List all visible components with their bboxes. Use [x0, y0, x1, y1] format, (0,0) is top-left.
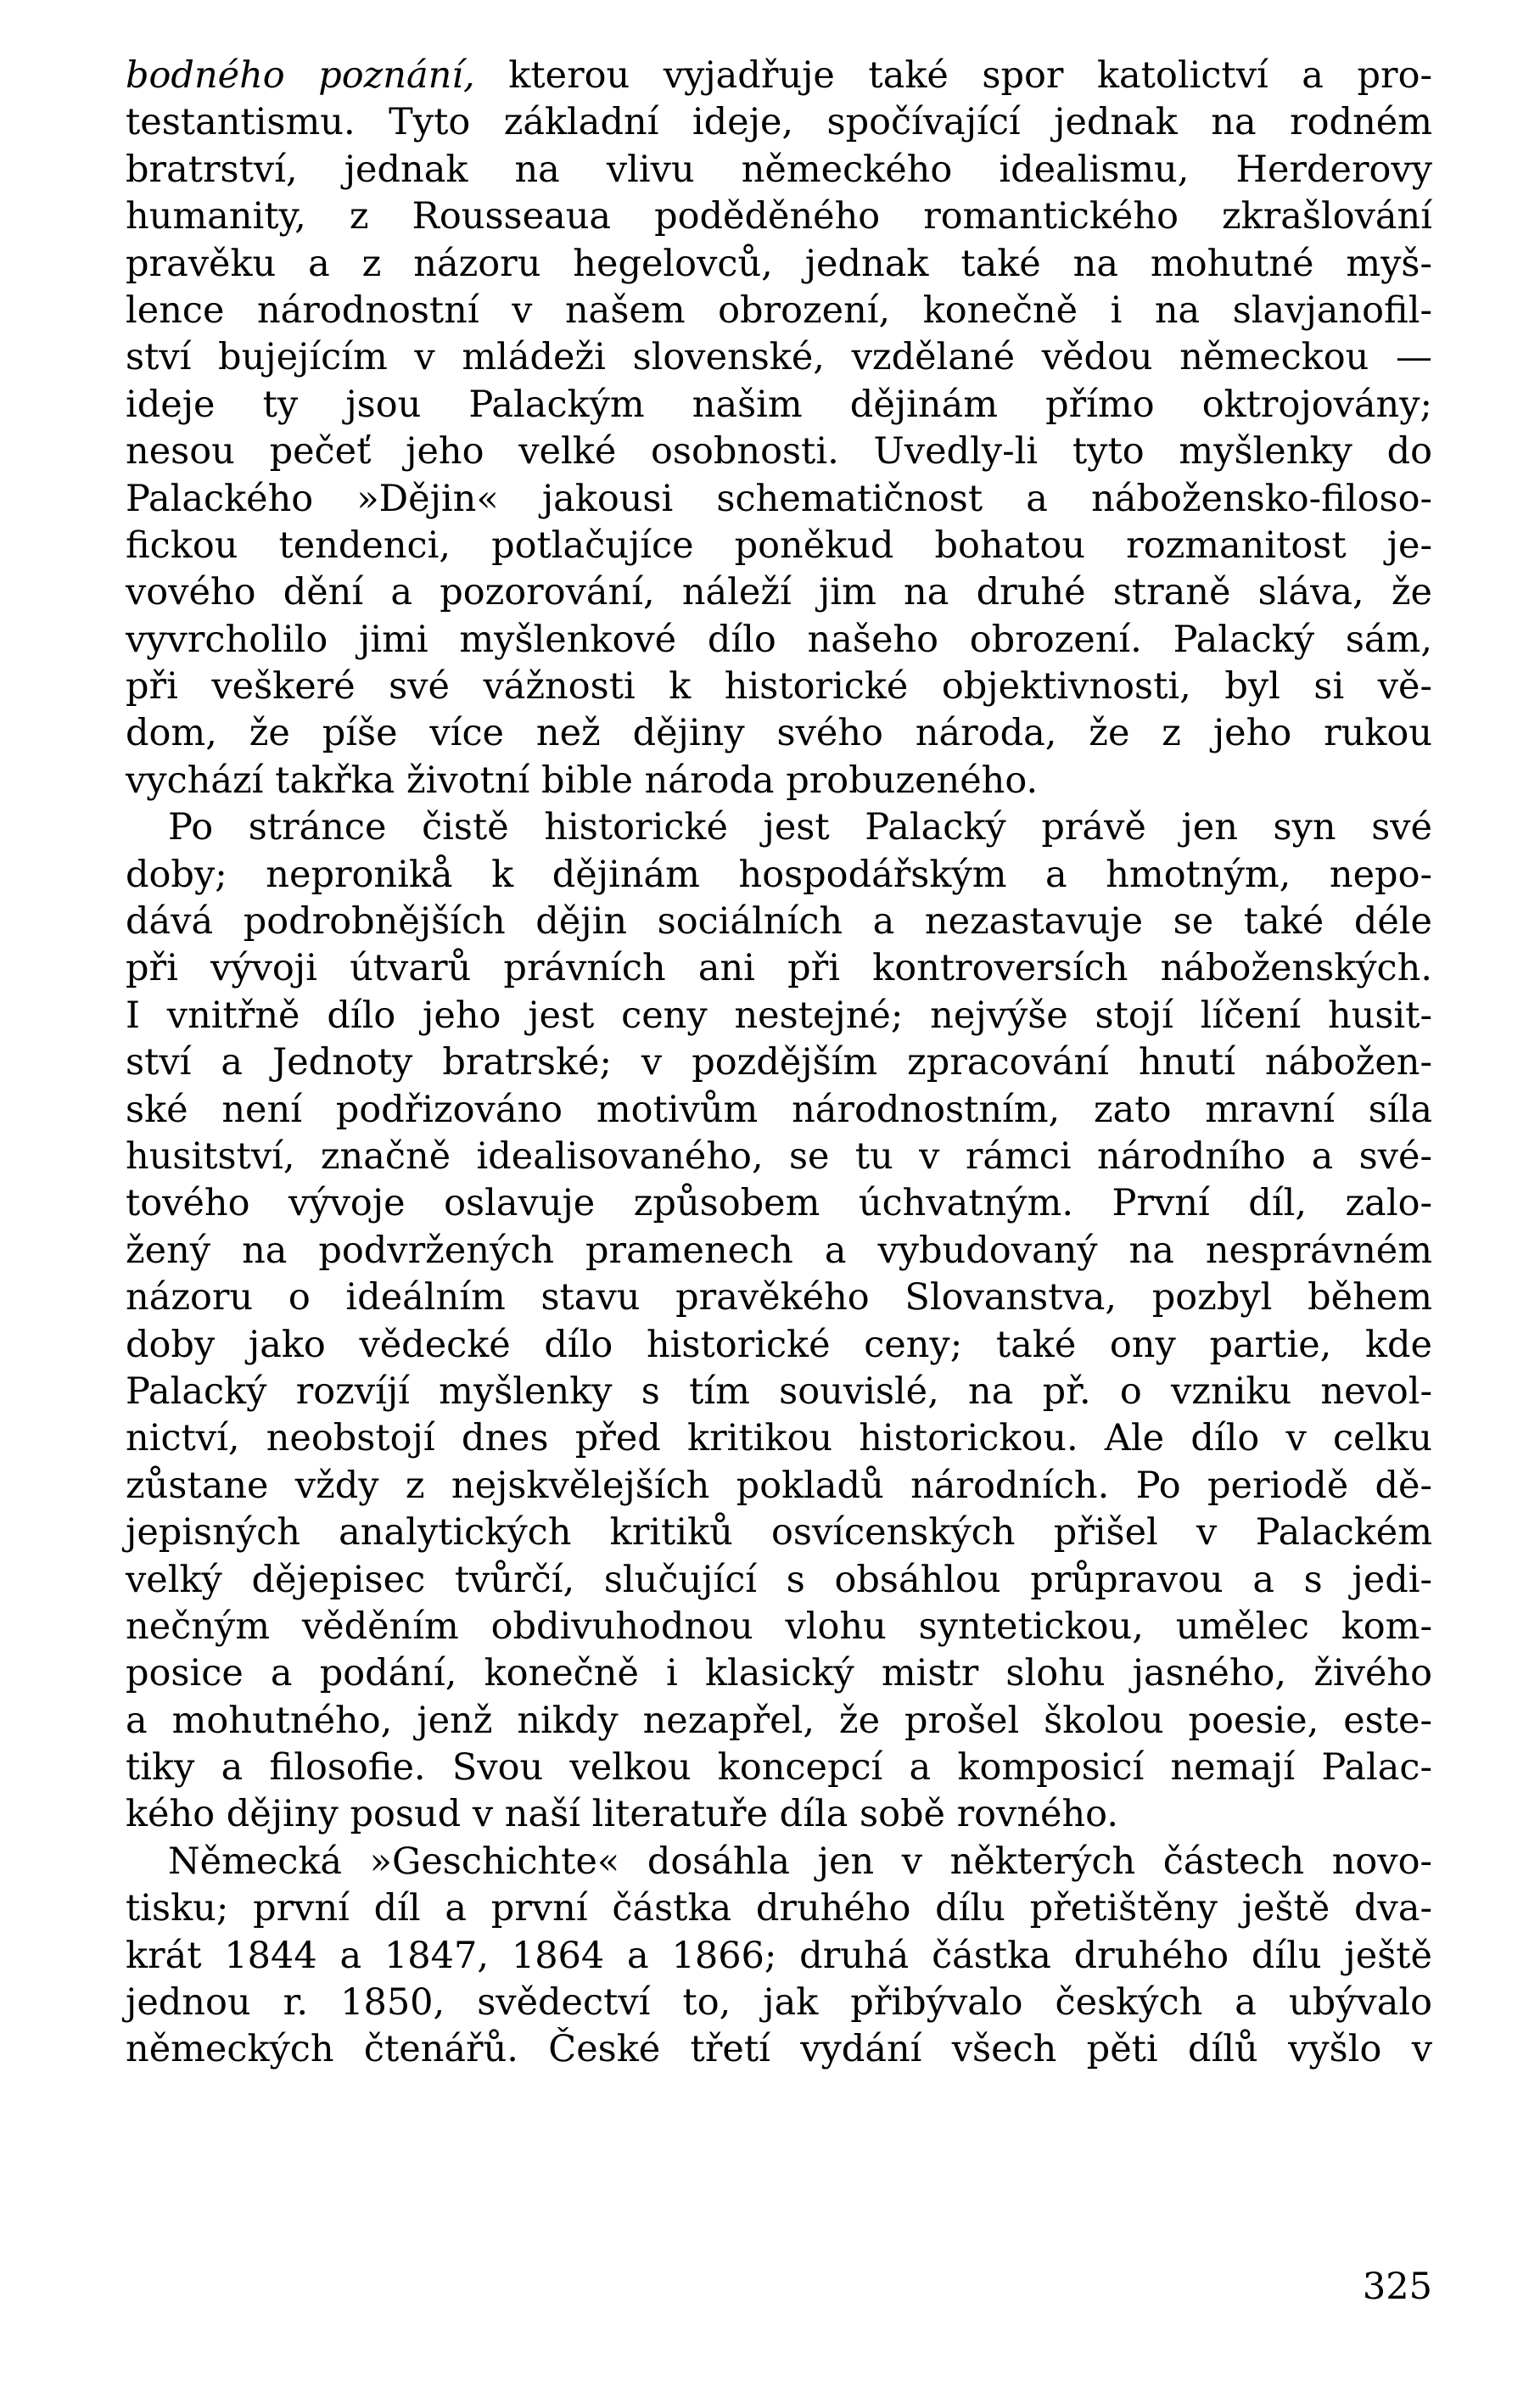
text-line [126, 53, 1432, 99]
text-line: nictví, neobstojí dnes před kritikou historickou. Ale dílo v celku [126, 1417, 1432, 1460]
text-line: husitství, značně idealisovaného, se tu v rámci národního a své- [126, 1134, 1432, 1178]
text-line: ské není podřizováno motivům národnostním, zato mravní síla [126, 1088, 1432, 1131]
text-line: německých čtenářů. České třetí vydání všech pěti dílů vyšlo v [126, 2028, 1432, 2071]
text-line: humanity, z Rousseaua poděděného romantického zkrašlování [126, 195, 1432, 238]
text-line: Palackého »Dějin« jakousi schematičnost a nábožensko-filoso- [126, 477, 1432, 520]
text-line: kého dějiny posud v naší literatuře díla sobě rovného. [126, 1793, 1118, 1836]
text-line: vyvrcholilo jimi myšlenkové dílo našeho obrození. Palacký sám, [126, 618, 1432, 661]
text-line: vychází takřka životní bible národa probuzeného. [126, 759, 1039, 802]
text-line: při veškeré své vážnosti k historické objektivnosti, byl si vě- [126, 665, 1432, 709]
text-line: posice a podání, konečně i klasický mistr slohu jasného, živého [126, 1652, 1432, 1695]
text-line: testantismu. Tyto základní ideje, spočívající jednak na rodném [126, 101, 1432, 144]
text-line: bratrství, jednak na vlivu německého idealismu, Herderovy [126, 148, 1432, 191]
text-line: zůstane vždy z nejskvělejších pokladů národních. Po periodě dě- [126, 1464, 1432, 1507]
body-text [126, 53, 1432, 2074]
text-line: Po stránce čistě historické jest Palacký právě jen syn své [168, 806, 1432, 849]
italic-phrase: bodného poznání, [126, 54, 475, 97]
text-line: pravěku a z názoru hegelovců, jednak také na mohutné myš- [126, 242, 1432, 285]
text-line: nesou pečeť jeho velké osobnosti. Uvedly-li tyto myšlenky do [126, 430, 1432, 473]
text-line: Německá »Geschichte« dosáhla jen v některých částech novo- [168, 1840, 1432, 1883]
text-line: nečným věděním obdivuhodnou vlohu syntetickou, umělec kom- [126, 1605, 1432, 1648]
text-line: lence národnostní v našem obrození, konečně i na slavjanofil- [126, 288, 1432, 332]
text-line: fickou tendenci, potlačujíce poněkud bohatou rozmanitost je- [126, 524, 1432, 567]
text-line: tisku; první díl a první částka druhého dílu přetištěny ještě dva- [126, 1887, 1432, 1930]
text-line: tového vývoje oslavuje způsobem úchvatným. První díl, zalo- [126, 1182, 1432, 1225]
text-line: vového dění a pozorování, náleží jim na druhé straně sláva, že [126, 571, 1432, 614]
text-line: tiky a filosofie. Svou velkou koncepcí a komposicí nemají Palac- [126, 1746, 1432, 1790]
text-line: názoru o ideálním stavu pravěkého Slovanstva, pozbyl během [126, 1276, 1432, 1319]
page-number: 325 [1362, 2266, 1432, 2308]
text-line: při vývoji útvarů právních ani při kontroversích náboženských. [126, 947, 1432, 990]
text-line: ství a Jednoty bratrské; v pozdějším zpracování hnutí nábožen- [126, 1041, 1432, 1084]
text-line: žený na podvržených pramenech a vybudovaný na nesprávném [126, 1229, 1432, 1272]
text-line: dom, že píše více než dějiny svého národa, že z jeho rukou [126, 712, 1432, 755]
line-rest: kterou vyjadřuje také spor katolictví a pro- [474, 54, 1432, 97]
text-line: doby; nepronikå k dějinám hospodářským a hmotným, nepo- [126, 853, 1432, 896]
text-line: ideje ty jsou Palackým našim dějinám přímo oktrojovány; [126, 383, 1432, 426]
text-line: jednou r. 1850, svědectví to, jak přibývalo českých a ubývalo [126, 1981, 1432, 2025]
text-line: krát 1844 a 1847, 1864 a 1866; druhá částka druhého dílu ještě [126, 1934, 1432, 1977]
text-line: a mohutného, jenž nikdy nezapřel, že prošel školou poesie, este- [126, 1699, 1432, 1742]
text-line: dává podrobnějších dějin sociálních a nezastavuje se také déle [126, 900, 1432, 944]
text-line: I vnitřně dílo jeho jest ceny nestejné; nejvýše stojí líčení husit- [126, 994, 1432, 1037]
text-line: jepisných analytických kritiků osvícenských přišel v Palackém [126, 1511, 1432, 1554]
text-line: doby jako vědecké dílo historické ceny; také ony partie, kde [126, 1323, 1432, 1366]
text-line: ství bujejícím v mládeži slovenské, vzdělané vědou německou — [126, 336, 1432, 379]
text-line: Palacký rozvíjí myšlenky s tím souvislé, na př. o vzniku nevol- [126, 1370, 1432, 1413]
text-line: velký dějepisec tvůrčí, slučující s obsáhlou průpravou a s jedi- [126, 1558, 1432, 1601]
